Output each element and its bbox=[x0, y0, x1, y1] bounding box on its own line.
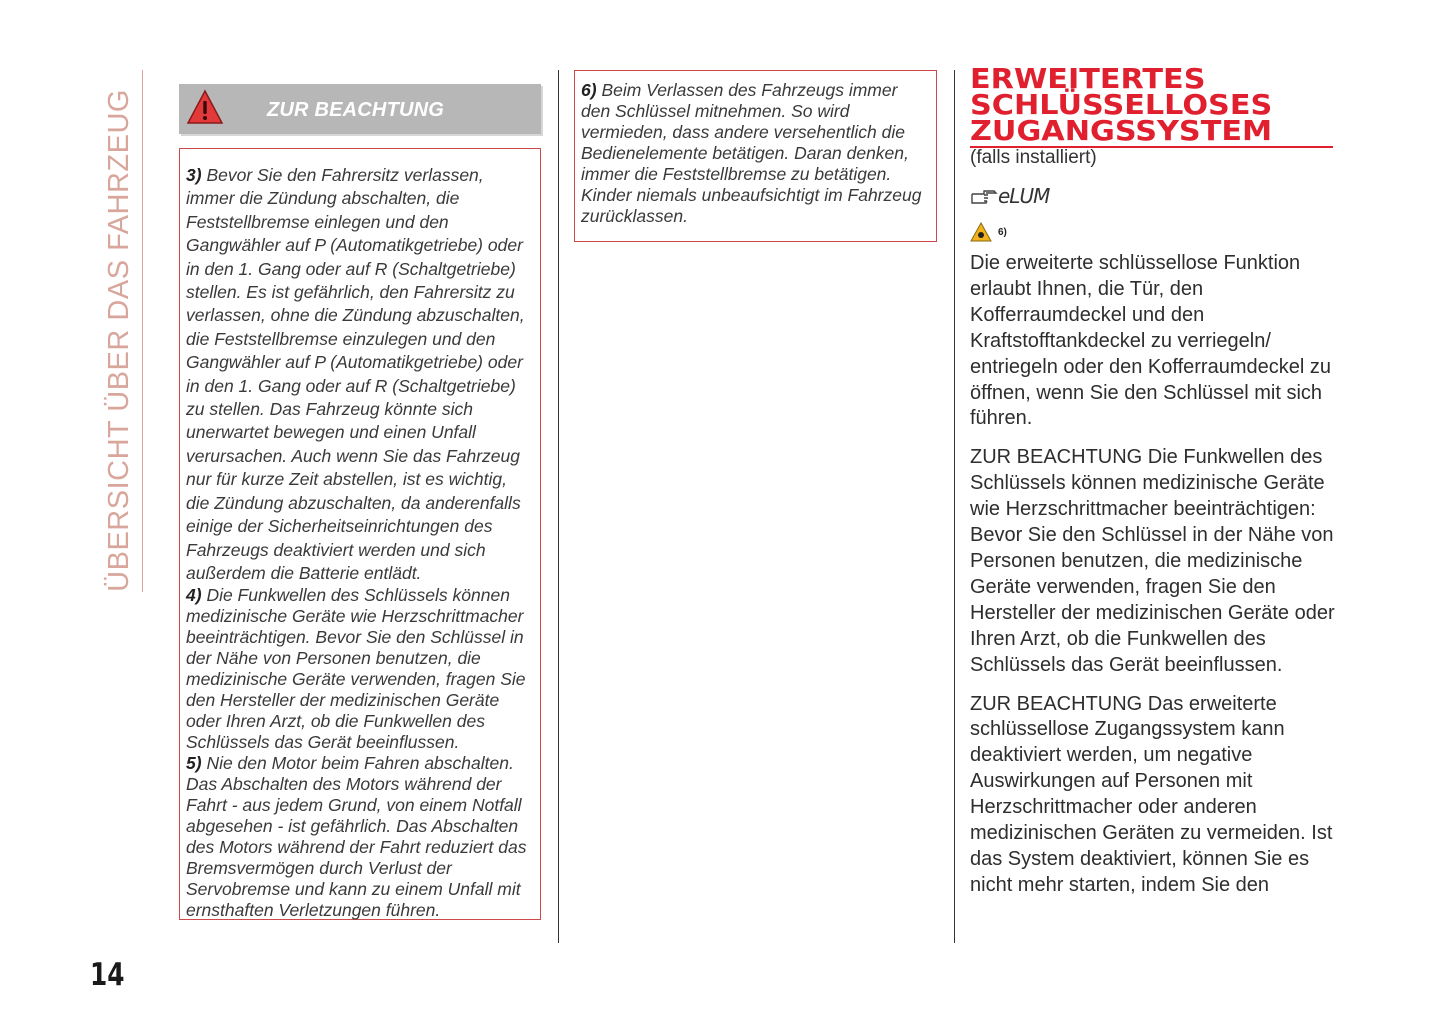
note-text: Beim Verlassen des Fahrzeugs immer den Schlüssel mitnehmen. So wird vermieden, dass andere versehentlich die Bedienelemente betätigen. Daran denken, immer die Feststellbremse zu betätigen. Kinder niemals unbeaufsichtigt im Fahrzeug zurücklassen. bbox=[581, 80, 922, 226]
warning-triangle-small-icon bbox=[970, 222, 992, 242]
page-number: 14 bbox=[90, 957, 125, 993]
heading-line: ZUGANGSSYSTEM bbox=[970, 114, 1273, 147]
warning-triangle-icon bbox=[185, 88, 225, 128]
warning-reference bbox=[970, 222, 1007, 242]
pointing-hand-icon bbox=[970, 185, 998, 207]
note-number: 4) bbox=[186, 585, 202, 606]
body-paragraph: Die erweiterte schlüssellose Funktion erlaubt Ihnen, die Tür, den Kofferraumdeckel und den Kraftstofftankdeckel zu verriegeln/ entriegeln oder den Kofferraumdeckel zu öffnen, wenn Sie den Schlüssel mit sich führen. bbox=[970, 252, 1331, 430]
trim-logo bbox=[970, 183, 1049, 209]
heading-line: ERWEITERTES bbox=[970, 62, 1206, 95]
note-6 bbox=[581, 80, 930, 227]
note-text: Nie den Motor beim Fahren abschalten. Das Abschalten des Motors während der Fahrt - aus jedem Grund, von einem Notfall abgesehen - ist gefährlich. Das Abschalten des Motors während der Fahrt reduziert das Bremsvermögen durch Verlust der Servobremse und kann zu einem Unfall mit ernsthaften Verletzungen führen. bbox=[186, 753, 527, 921]
note-text: Die Funkwellen des Schlüssels können medizinische Geräte wie Herzschrittmacher beeinträchtigen. Bevor Sie den Schlüssel in der Nähe von Personen benutzen, die medizinische Geräte verwenden, fragen Sie den Hersteller der medizinischen Geräte oder Ihren Arzt, ob die Funkwellen des Schlüssels das Gerät beeinflussen. bbox=[186, 585, 526, 753]
warning-header bbox=[179, 84, 541, 134]
section-heading bbox=[970, 62, 1333, 148]
logo-text: eLUM bbox=[998, 184, 1050, 208]
warning-reference-number: 6) bbox=[998, 226, 1007, 238]
note-number: 6) bbox=[581, 80, 597, 100]
column-divider bbox=[558, 70, 559, 943]
body-paragraph: ZUR BEACHTUNG Die Funkwellen des Schlüssels können medizinische Geräte wie Herzschrittmacher beeinträchtigen: Bevor Sie den Schlüssel in der Nähe von Personen benutzen, die medizinische Geräte verwenden, fragen Sie den Hersteller der medizinischen Geräte oder Ihren Arzt, ob die Funkwellen des Schlüssels das Gerät beeinflussen. bbox=[970, 446, 1335, 676]
heading-line: SCHLÜSSELLOSES bbox=[970, 88, 1273, 121]
warning-title: ZUR BEACHTUNG bbox=[267, 99, 445, 121]
section-subtitle: (falls installiert) bbox=[970, 147, 1097, 168]
warning-notes-box bbox=[179, 148, 541, 920]
note-number: 3) bbox=[186, 165, 202, 185]
side-title-text: ÜBERSICHT ÜBER DAS FAHRZEUG bbox=[102, 89, 135, 592]
column-divider bbox=[954, 70, 955, 943]
section-side-title bbox=[96, 70, 143, 592]
note-5 bbox=[186, 753, 534, 921]
body-paragraph: ZUR BEACHTUNG Das erweiterte schlüssellose Zugangssystem kann deaktiviert werden, um negative Auswirkungen auf Personen mit Herzschrittmacher oder anderen medizinischen Geräten zu vermeiden. Ist das System deaktiviert, können Sie es nicht mehr starten, indem Sie den bbox=[970, 692, 1333, 896]
section-body bbox=[970, 251, 1345, 912]
note-text: Bevor Sie den Fahrersitz verlassen, immer die Zündung abschalten, die Feststellbremse einlegen und den Gangwähler auf P (Automatikgetriebe) oder in den 1. Gang oder auf R (Schaltgetriebe) stellen. Es ist gefährlich, den Fahrersitz zu verlassen, ohne die Zündung abzuschalten, die Feststellbremse einzulegen und den Gangwähler auf P (Automatikgetriebe) oder in den 1. Gang oder auf R (Schaltgetriebe) zu stellen. Das Fahrzeug könnte sich unerwartet bewegen und einen Unfall verursachen. Auch wenn Sie das Fahrzeug nur für kurze Zeit abstellen, ist es wichtig, die Zündung abzuschalten, da anderenfalls einige der Sicherheitseinrichtungen des Fahrzeugs deaktiviert werden und sich außerdem die Batterie entlädt. bbox=[186, 165, 525, 583]
note-3 bbox=[186, 164, 534, 585]
note-number: 5) bbox=[186, 753, 202, 774]
note-4 bbox=[186, 585, 534, 753]
warning-note-box-6 bbox=[574, 70, 937, 242]
